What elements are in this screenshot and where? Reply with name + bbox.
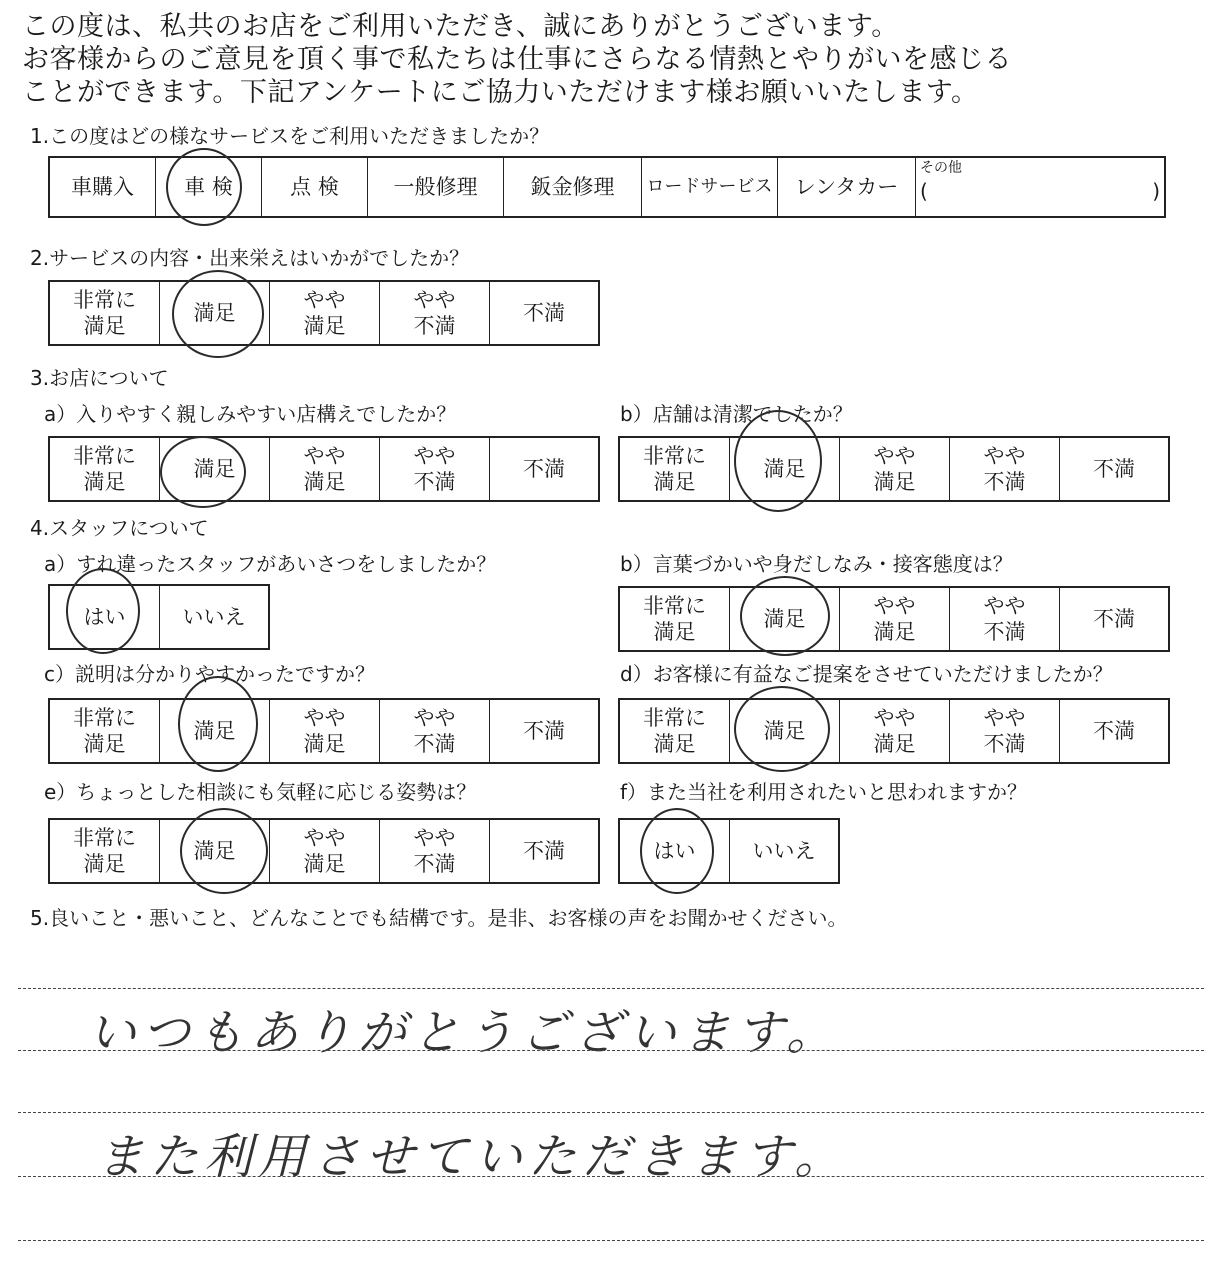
q3a-option[interactable]: 非常に 満足 [50, 438, 160, 500]
q4f-option[interactable]: はい [620, 820, 730, 882]
q2-option[interactable]: やや 不満 [380, 282, 490, 344]
q1-option-general-repair[interactable]: 一般修理 [368, 158, 504, 216]
q4b-option[interactable]: 非常に 満足 [620, 588, 730, 650]
answer-rule [18, 988, 1204, 989]
intro-text [22, 10, 1012, 109]
question-3b: b）店舗は清潔でしたか？ [620, 402, 853, 426]
q2-option[interactable]: 満足 [160, 282, 270, 344]
q4c-option[interactable]: やや 満足 [270, 700, 380, 762]
question-4c: c）説明は分かりやすかったですか？ [44, 662, 375, 686]
q4c-option[interactable]: 満足 [160, 700, 270, 762]
q3b-option[interactable]: やや 不満 [950, 438, 1060, 500]
q4c-option[interactable]: 非常に 満足 [50, 700, 160, 762]
q2-option[interactable]: 不満 [523, 301, 565, 325]
question-5: 5.良いこと・悪いこと、どんなことでも結構です。是非、お客様の声をお聞かせください。 [30, 906, 848, 930]
answer-rule [18, 1176, 1204, 1177]
intro-line: ことができます。下記アンケートにご協力いただけます様お願いいたします。 [22, 77, 979, 108]
question-4-heading: 4.スタッフについて [30, 516, 209, 540]
q4d-option[interactable]: やや 不満 [950, 700, 1060, 762]
handwritten-answer-line: また利用させていただきます。 [96, 1129, 849, 1185]
q4d-option[interactable]: 満足 [730, 700, 840, 762]
question-3-heading: 3.お店について [30, 366, 169, 390]
q4f-option[interactable]: いいえ [752, 839, 816, 863]
question-3a: a）入りやすく親しみやすい店構えでしたか？ [44, 402, 457, 426]
q3b-option[interactable]: 非常に 満足 [620, 438, 730, 500]
q2-options [48, 280, 600, 346]
q2-option[interactable]: 非常に 満足 [50, 282, 160, 344]
q4e-option[interactable]: やや 満足 [270, 820, 380, 882]
q4d-option[interactable]: やや 満足 [840, 700, 950, 762]
q1-option-car-purchase[interactable]: 車購入 [50, 158, 156, 216]
q4c-option[interactable]: 不満 [523, 719, 565, 743]
q3a-option[interactable]: やや 不満 [380, 438, 490, 500]
q4d-options [618, 698, 1170, 764]
q4b-option[interactable]: やや 不満 [950, 588, 1060, 650]
q3a-options [48, 436, 600, 502]
q4b-option[interactable]: やや 満足 [840, 588, 950, 650]
q4e-option[interactable]: 不満 [523, 839, 565, 863]
q4e-option[interactable]: 満足 [160, 820, 270, 882]
q1-option-rental-car[interactable]: レンタカー [778, 158, 916, 216]
q1-other-label: その他 [920, 160, 962, 176]
q4e-options [48, 818, 600, 884]
answer-rule [18, 1050, 1204, 1051]
q3b-options [618, 436, 1170, 502]
question-4f: f）また当社を利用されたいと思われますか？ [620, 780, 1028, 804]
q1-option-check[interactable]: 点 検 [262, 158, 368, 216]
q3a-option[interactable]: 不満 [523, 457, 565, 481]
question-2: 2.サービスの内容・出来栄えはいかがでしたか？ [30, 246, 470, 270]
answer-rule [18, 1112, 1204, 1113]
q1-other-close: ) [1152, 179, 1160, 203]
q1-option-body-repair[interactable]: 鈑金修理 [504, 158, 642, 216]
q3b-option[interactable]: やや 満足 [840, 438, 950, 500]
q1-other-open: ( [920, 179, 928, 203]
q4f-options [618, 818, 840, 884]
q4c-options [48, 698, 600, 764]
q4c-option[interactable]: やや 不満 [380, 700, 490, 762]
question-1: 1.この度はどの様なサービスをご利用いただきましたか？ [30, 124, 550, 148]
q1-option-other[interactable] [916, 158, 1164, 216]
q3b-option[interactable]: 不満 [1093, 457, 1135, 481]
q4a-options [48, 584, 270, 650]
q3a-option[interactable]: 満足 [160, 438, 270, 500]
q4d-option[interactable]: 不満 [1093, 719, 1135, 743]
q4e-option[interactable]: 非常に 満足 [50, 820, 160, 882]
q4b-option[interactable]: 満足 [730, 588, 840, 650]
q4b-options [618, 586, 1170, 652]
handwritten-answer-line: いつもありがとうございます。 [88, 1005, 841, 1061]
question-4b: b）言葉づかいや身だしなみ・接客態度は？ [620, 552, 1013, 576]
q4e-option[interactable]: やや 不満 [380, 820, 490, 882]
question-4e: e）ちょっとした相談にも気軽に応じる姿勢は？ [44, 780, 477, 804]
q4a-option[interactable]: はい [50, 586, 160, 648]
question-4a: a）すれ違ったスタッフがあいさつをしましたか？ [44, 552, 497, 576]
answer-rule [18, 1240, 1204, 1241]
intro-line: この度は、私共のお店をご利用いただき、誠にありがとうございます。 [22, 11, 899, 42]
q1-option-road-service[interactable]: ロードサービス [642, 158, 778, 216]
q1-options [48, 156, 1166, 218]
question-4d: d）お客様に有益なご提案をさせていただけましたか？ [620, 662, 1113, 686]
intro-line: お客様からのご意見を頂く事で私たちは仕事にさらなる情熱とやりがいを感じる [22, 44, 1012, 75]
q4a-option[interactable]: いいえ [182, 605, 246, 629]
q3a-option[interactable]: やや 満足 [270, 438, 380, 500]
q2-option[interactable]: やや 満足 [270, 282, 380, 344]
q4d-option[interactable]: 非常に 満足 [620, 700, 730, 762]
q1-option-inspection[interactable]: 車 検 [156, 158, 262, 216]
q4b-option[interactable]: 不満 [1093, 607, 1135, 631]
q3b-option[interactable]: 満足 [730, 438, 840, 500]
